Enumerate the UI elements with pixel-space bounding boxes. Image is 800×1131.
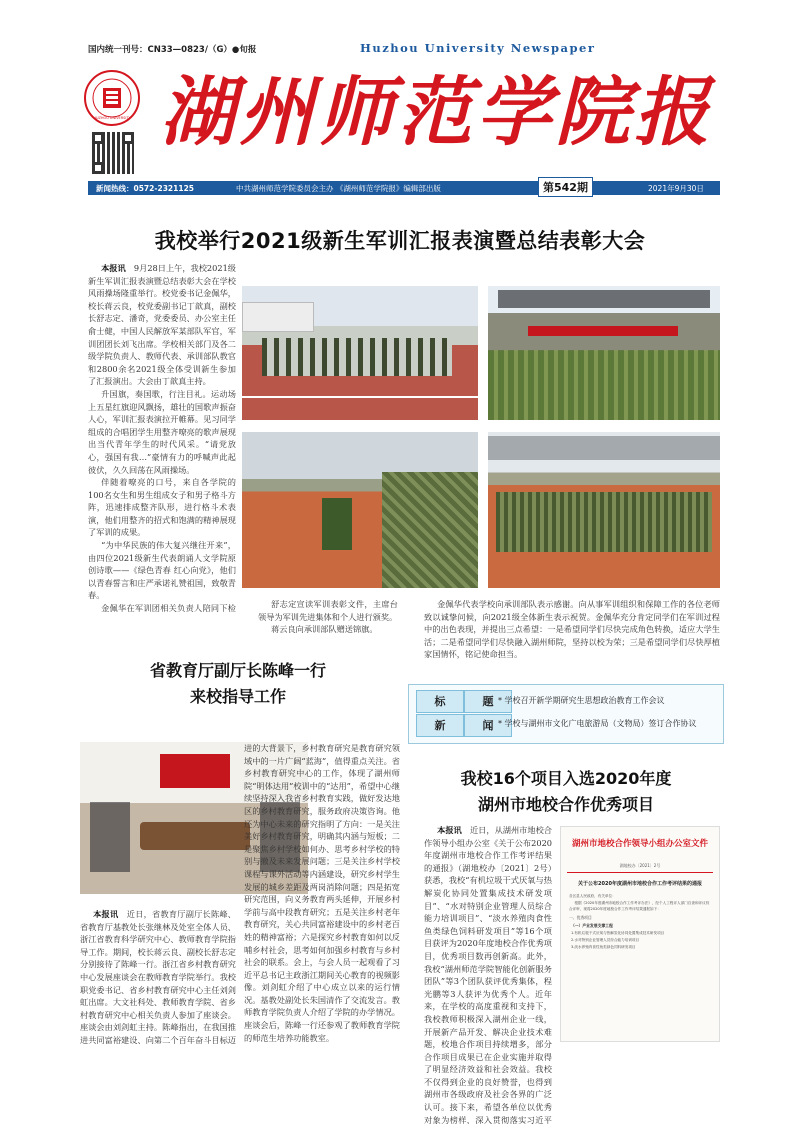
document-section: 一、优秀项目 xyxy=(569,915,592,920)
main-p8: 蒋云良向承训部队赠送锦旗。 xyxy=(271,624,378,635)
article2-body xyxy=(80,742,400,1122)
article3-text: 近日，从湖州市地校合作领导小组办公室《关于公布2020年度湖州市地校合作工作考评结果的通报》（湖地校办〔2021〕2号）获悉，我校“有机垃圾干式厌氧与热解炭化协同处置集成技术研发项目”、“水对特别企业管理人员综合能力培训项目”、“淡水养殖肉食性鱼类绿色饲料研发项目”等16个项目获评为2020年度地校合作优秀项目，优秀项目数再创新高。此外，我校“湖州师范学院智能化创新服务团队”等3个团队获评优秀集体，程光鹏等3人获评为优秀个人。近年来，在学校的高度重视和支持下，我校教师积极深入湖州企业一线，开展新产品开发、解决企业技术难题，校地合作项目持续增多，部分合作项目成果已在企业实施并取得了明显经济效益和社会效益。我校不仅得到企业的良好赞誉，也得到湖州市各级政府及社会各界的广泛认可。接下来，希望各单位以优秀对象为榜样，深入贯彻落实习近平 xyxy=(424,825,552,1124)
document-addressee: 各区县人民政府，有关单位： xyxy=(569,894,616,898)
document-body: 根据《2020年度湖州市地校合作工作考评办法》，经个人工程评人部门自查和评议综合评审，现将2020年度地校合作工作考评结果通报如下： xyxy=(569,901,710,911)
issue-number: 第542期 xyxy=(538,177,593,197)
hotline: 新闻热线：0572-2321125 xyxy=(96,184,195,193)
document-header: 湖州市地校合作领导小组办公室文件 xyxy=(571,839,708,849)
article2-lead: 本报讯 xyxy=(93,909,119,919)
photo-inspection xyxy=(242,432,478,588)
logo-caption: HUZHOU UNIVERSITY xyxy=(93,116,131,120)
tag-news-2: 闻 xyxy=(464,714,512,737)
document-image xyxy=(560,826,720,1042)
tag-news-1: 新 xyxy=(416,714,464,737)
tag-title-1: 标 xyxy=(416,690,464,713)
main-p1: 9月28日上午，我校2021级新生军训汇报表演暨总结表彰大会在学校风雨操场隆重举行。校党委书记金佩华，校长蒋云良，校党委副书记丁歆真，副校长舒志定、潘奇，党委委员、办公室主任俞士健，中国人民解放军某部队军官，军训团团长刘飞出席。学校相关部门及各二级学院负责人、教师代表、承训部队教官和2800余名2021级全体受训新生参加了汇报演出。大会由丁歆真主持。 xyxy=(88,263,236,387)
main-p7: 舒志定宣读军训表彰文件，主席台领导为军训先进集体和个人进行颁奖。 蒋云良向承训部队赠送锦旗。 xyxy=(258,599,398,635)
document-item-2: 2.水对特别企业管理人员综合能力培训项目 xyxy=(571,938,640,942)
main-lead: 本报讯 xyxy=(101,263,126,273)
qr-code xyxy=(92,132,134,174)
document-item-1: 1.有机垃圾干式厌氧与热解炭化协同处置集成技术研发项目 xyxy=(571,931,665,935)
article2-headline-line2: 来校指导工作 xyxy=(189,687,286,706)
main-p9: 金佩华代表学校向承训部队表示感谢。向从事军训组织和保障工作的各位老师致以诚挚问候，向2021级全体新生表示祝贺。金佩华充分肯定同学们在军训过程中的出色表现，并提出三点希望：一是希望同学们尽快完成角色转换，适应大学生活；二是希望同学们尽快融入湖州师院，坚持以校为荣；三是希望同学们尽快厚植家国情怀，铭记使命担当。 xyxy=(424,599,720,660)
english-title: Huzhou University Newspaper xyxy=(360,41,596,55)
photo-parade-marching xyxy=(242,286,478,420)
tag-title-2: 题 xyxy=(464,690,512,713)
university-logo xyxy=(84,70,140,126)
document-subsection: （一）产业发展支撑工程 xyxy=(571,923,613,928)
title-news-item-2[interactable]: * 学校与湖州市文化广电旅游局（文物局）签订合作协议 xyxy=(498,719,697,728)
main-p2: 升国旗，奏国歌，行注目礼。运动场上五星红旗迎风飘扬，雄壮的国歌声振奋人心，军训汇报表演拉开帷幕。见习同学组成的合唱团学生用整齐嘹亮的歌声展现出当代青年学生的时代风采。“请党放心，强国有我…”豪情有力的呼喊声此起彼伏，久久回荡在风雨操场。 xyxy=(88,388,236,475)
document-title: 关于公布2020年度湖州市地校合作工作考评结果的通报 xyxy=(578,881,702,887)
article3-body xyxy=(424,824,552,1124)
photo-stage-ceremony xyxy=(488,286,720,420)
document-rule xyxy=(567,872,713,873)
article2-text: 近日，省教育厅副厅长陈峰、省教育厅基教处长张继林及处室全体人员、浙江省教育科学研究中心、教师教育学院指导工作。期间，校长蒋云良、副校长舒志定分别接待了陈峰一行。浙江省乡村教育研究中心发展座谈会在教师教育学院举行。我校职党委书记、省乡村教育研究中心主任刘剑虹出席。大文社科处、教师教育学院、省乡村教育研究中心相关负责人参加了座谈会。座谈会由刘剑虹主持。陈峰指出，在我国推进共同富裕建设、向第二个百年奋斗目标迈进的大背景下，乡村教育研究是教育研究领域中的一片广阔“蓝海”，值得重点关注。省乡村教育研究中心的工作，体现了湖州师院“明体达用”校训中的“达用”，希望中心继续坚持深入我省乡村教育实践，做好发达地区的乡村教育研究，服务政府决策咨询。他还为中心未来的研究指明了方向：一是关注美好乡村教育研究，明确其内涵与短板；二是聚焦乡村学校如何办、思考乡村学校的特别与撤及未来发展问题；三是关注乡村学校课程与课外活动等内涵建设，研究乡村学生发展的城乡差距及两岗消除问题；四是拓宽研究范围，向义务教育两头延伸，开展乡村学前与高中段教育研究；五是关注乡村老年教育研究，关心共同富裕建设中的乡村老百姓的精神富裕；六是探究乡村教育如何以反哺乡村社会，思考如何加强乡村教育与乡村社会的联系。会上，与会人员一起观看了习近平总书记主政浙江期间关心教育的视频影像。刘剑虹介绍了中心成立以来的运行情况。基教处副处长朱国清作了交流发言。教师教育学院负责人介绍了学院的办学情况。座谈会后，陈峰一行还参观了教师教育学院的师范生培养功能教室。 xyxy=(80,743,400,1045)
main-headline: 我校举行2021级新生军训汇报表演暨总结表彰大会 xyxy=(154,229,646,253)
main-p3: 伴随着嘹亮的口号，来自各学院的100名女生和男生组成女子和男子格斗方阵，迅速排成整齐队形，进行格斗术表演，他们用整齐的招式和饱满的精神展现了军训的成果。 xyxy=(88,477,236,538)
document-item-3: 3.淡水养殖肉食性鱼类绿色饲料研发项目 xyxy=(571,945,636,949)
document-number: 湖地校办〔2021〕2号 xyxy=(619,863,661,868)
issn-line: 国内统一刊号：CN33—0823/（G）●旬报 xyxy=(88,45,257,55)
main-p4: “为中华民族的伟大复兴继往开来”，由四位2021级新生代表朗诵人文学院原创诗歌——《绿色青春 红心向党》，他们以青春誓言和庄严承诺礼赞祖国，致敬青春。 xyxy=(88,540,236,601)
issue-date: 2021年9月30日 xyxy=(648,184,704,193)
article3-headline-line2: 湖州市地校合作优秀项目 xyxy=(477,795,654,814)
main-p5: 金佩华在军训团相关负责人陪同下检 xyxy=(101,603,236,614)
newspaper-title: 湖州师范学院报 xyxy=(160,68,714,156)
article3-headline-line1: 我校16个项目入选2020年度 xyxy=(460,769,672,788)
article2-headline-line1: 省教育厅副厅长陈峰一行 xyxy=(149,661,326,680)
publisher: 中共湖州师范学院委员会主办 《湖州师范学院报》编辑部出版 xyxy=(236,184,441,193)
article3-lead: 本报讯 xyxy=(437,825,462,835)
main-article-col1 xyxy=(88,262,236,617)
photo-formation xyxy=(488,432,720,588)
title-news-item-1[interactable]: * 学校召开新学期研究生思想政治教育工作会议 xyxy=(498,696,665,705)
